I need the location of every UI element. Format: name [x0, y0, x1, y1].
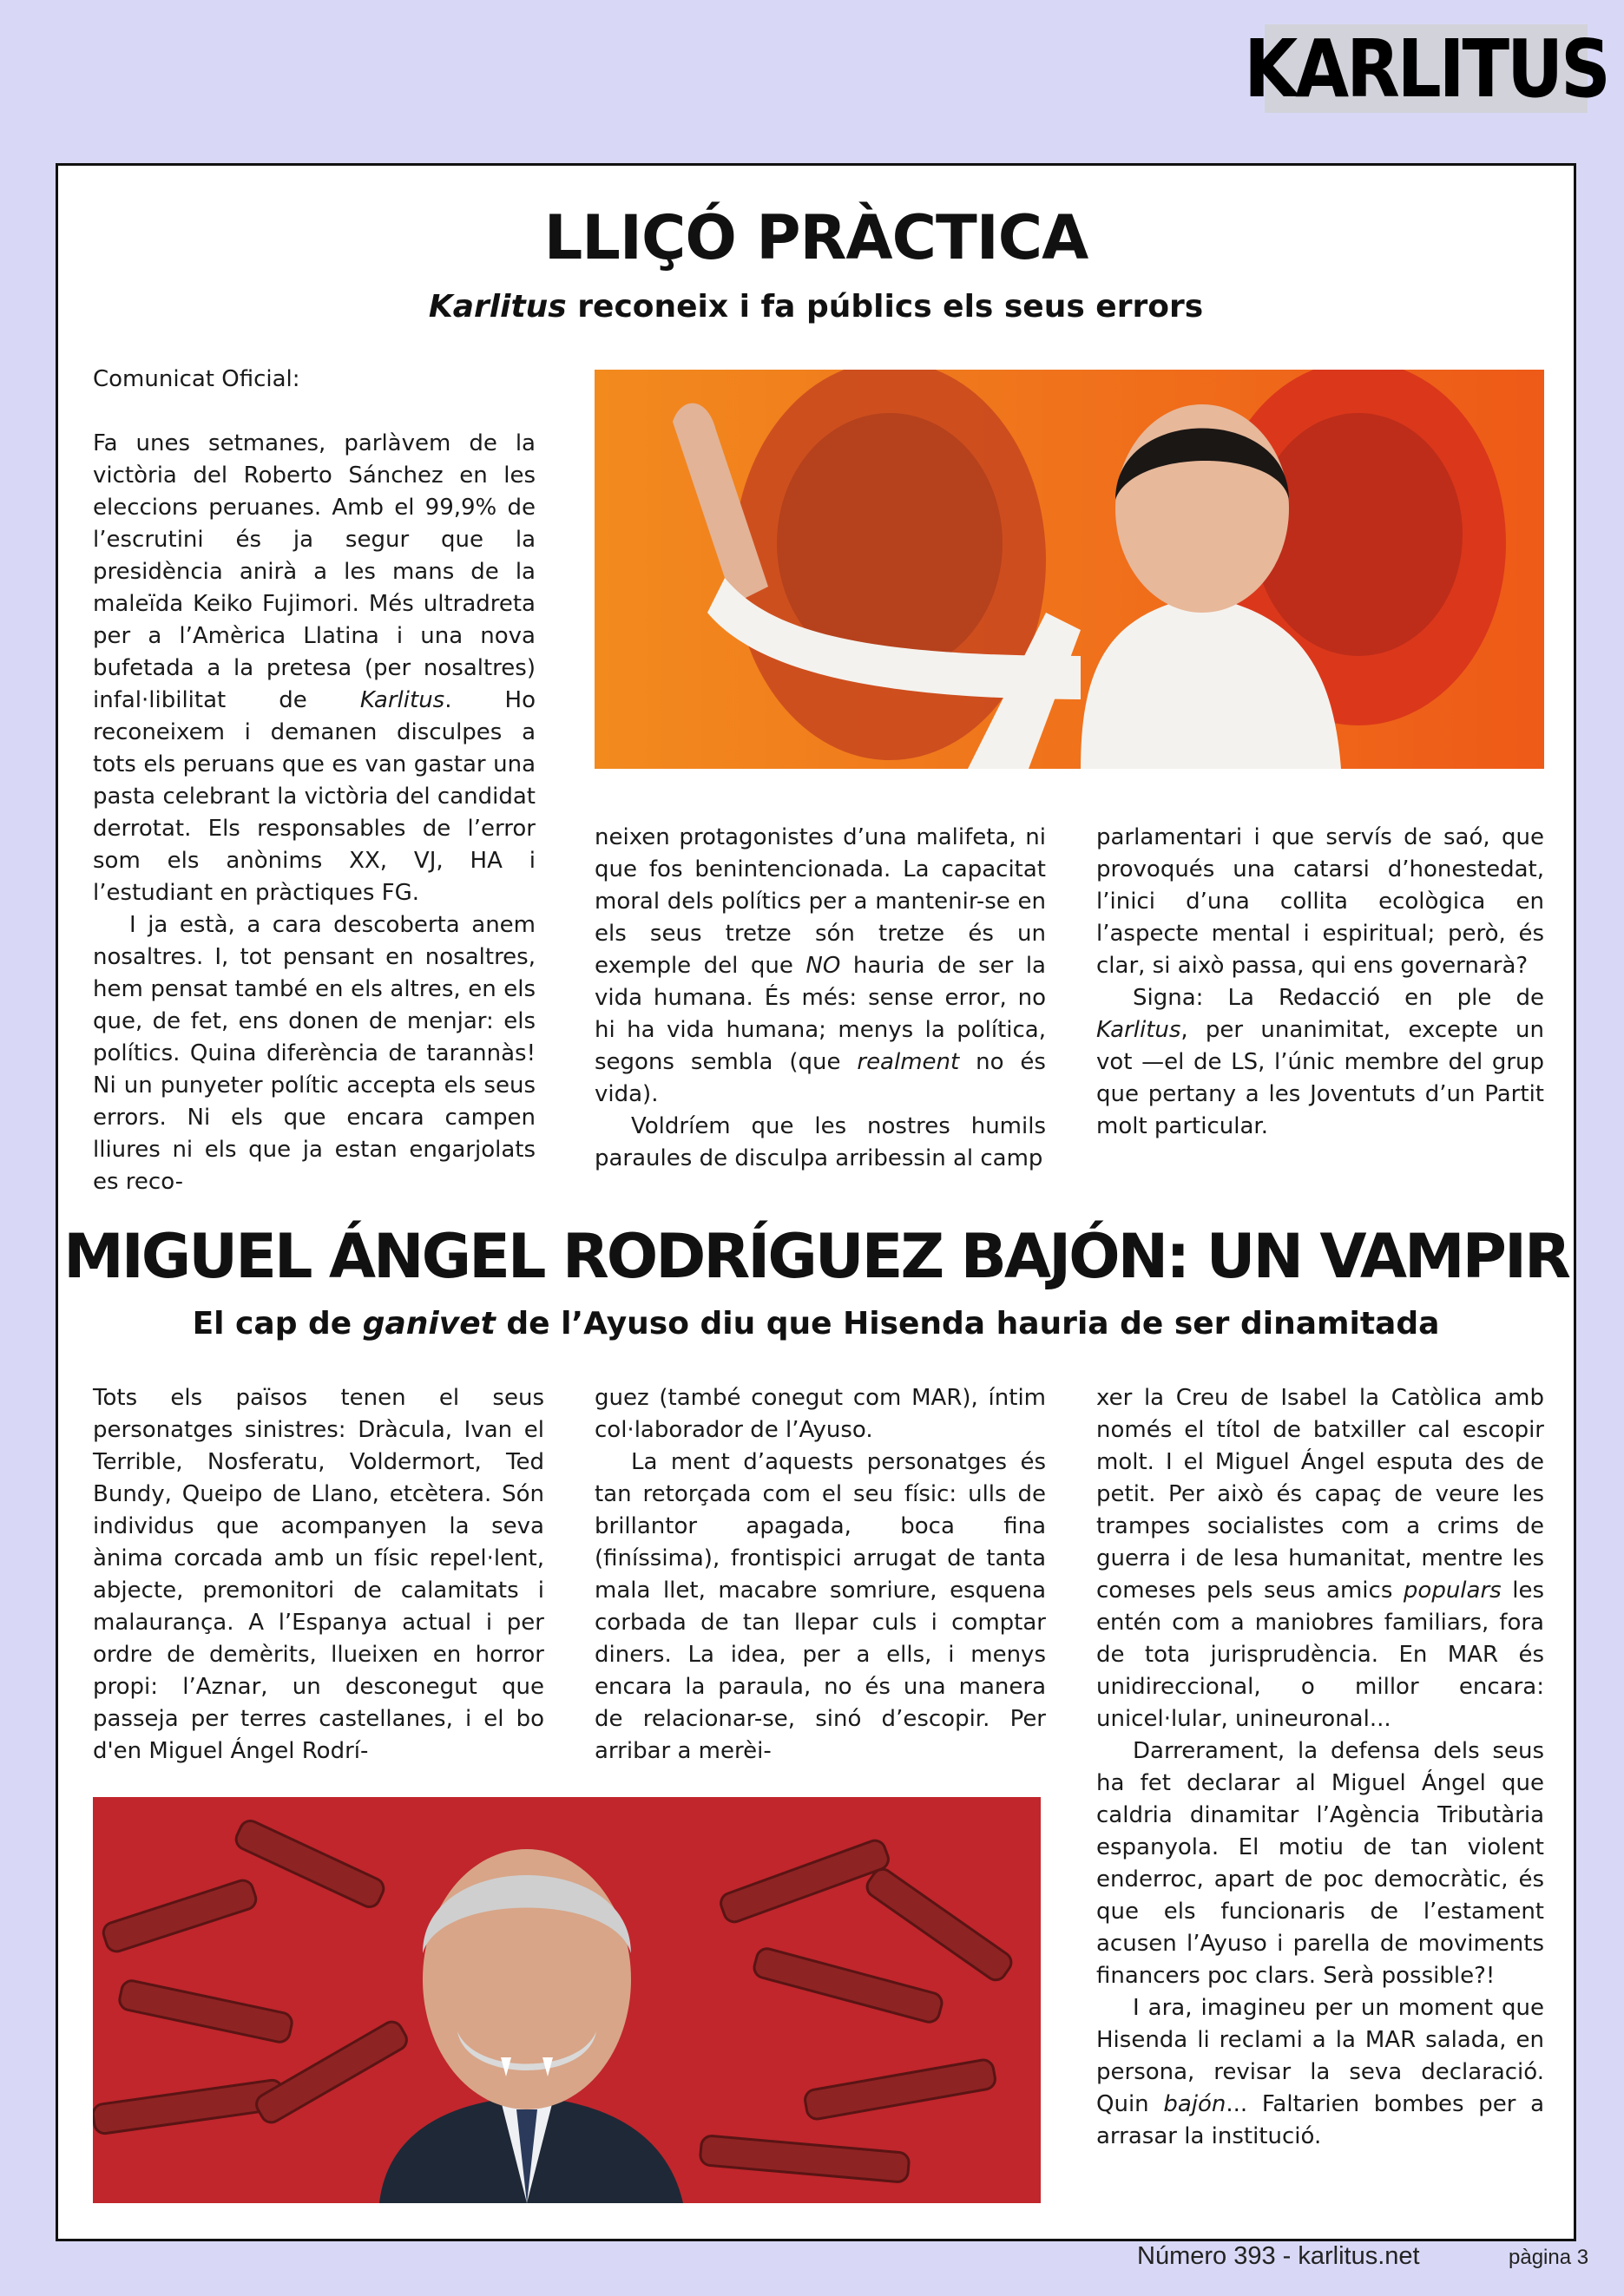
text-run-em: Karlitus	[359, 687, 445, 713]
text-run: ... Faltarien bombes per a arrasar la institució.	[1096, 2091, 1544, 2149]
text-run-em: NO	[805, 953, 841, 979]
text-run-em: realment	[857, 1049, 960, 1075]
article2-column-2	[595, 1382, 1046, 1768]
text-run: Signa: La Redacció en ple de	[1133, 985, 1544, 1011]
text-run: de l’Ayuso diu que Hisenda hauria de ser dinamitada	[495, 1306, 1440, 1342]
text-run: I ara, imagineu per un moment que Hisenda li reclami a la MAR salada, en persona, revisar la seva declaració. Quin	[1096, 1995, 1544, 2117]
text-run: hauria de ser la vida humana. És més: sense error, no hi ha vida humana; menys la política, segons sembla (que	[595, 953, 1046, 1075]
article2-subtitle	[58, 1306, 1574, 1342]
article1-paragraph	[93, 428, 536, 909]
article2-paragraph: La ment d’aquests personatges és tan retorçada com el seu físic: ulls de brillantor apagada, boca fina (finíssima), frontispici arrugat de tanta mala llet, macabre somriure, esquena corbada de tan llepar culs i comptar diners. La idea, per a ells, i menys encara la paraula, no és una manera de relacionar-se, sinó d’escopir. Per arribar a merèi-	[595, 1449, 1046, 1764]
text-run: . Ho reconeixem i demanen disculpes a tots els peruans que es van gastar una pasta celebrant la victòria del candidat derrotat. Els responsables de l’error som els anònims XX, VJ, HA i l’estudiant en pràctiques FG.	[93, 687, 536, 906]
vampire-dynamite-image	[93, 1797, 1041, 2203]
article2-paragraph: guez (també conegut com MAR), íntim col·laborador de l’Ayuso.	[595, 1385, 1046, 1443]
vampire-dynamite-photo	[93, 1797, 1041, 2203]
article2-paragraph: Tots els països tenen el seus personatges sinistres: Dràcula, Ivan el Terrible, Nosferatu, Voldermort, Ted Bundy, Queipo de Llano, etcètera. Són individus que acompanyen la seva ànima corcada amb un físic repel·lent, abjecte, premonitori de calamitats i malaurança. A l’Espanya actual i per ordre de demèrits, llueixen en horror propi: l’Aznar, un desconegut que passeja per terres castellanes, i el bo d'en Miguel Ángel Rodrí-	[93, 1385, 544, 1764]
text-run-em: bajón	[1163, 2091, 1226, 2117]
text-run: xer la Creu de Isabel la Catòlica amb només el títol de batxiller cal escopir molt. I el Miguel Ángel esputa des de petit. Per això és capaç de veure les trampes socialistes com a crims de guerra i de lesa humanitat, mentre les comeses pels seus amics	[1096, 1385, 1544, 1604]
article1-subtitle	[58, 289, 1574, 325]
article1-paragraph: I ja està, a cara descoberta anem nosaltres. I, tot pensant en nosaltres, hem pensat també en els altres, en els que, de fet, ens donen de menjar: els polítics. Quina diferència de tarannàs! Ni un punyeter polític accepta els seus errors. Ni els que encara campen lliures ni els que ja estan engarjolats es reco-	[93, 912, 536, 1195]
article1-paragraph: parlamentari i que servís de saó, que provoqués una catarsi d’honestedat, l’inici d’una collita ecològica en l’aspecte mental i espiritual; però, és clar, si això passa, qui ens governarà?	[1096, 824, 1544, 979]
article1-column-1	[93, 364, 536, 1198]
article1-subtitle-text: reconeix i fa públics els seus errors	[566, 289, 1204, 325]
masthead-logo	[1244, 22, 1608, 115]
text-run: , per unanimitat, excepte un vot —el de LS, l’únic membre del grup que pertany a les Joventuts d’un Partit molt particular.	[1096, 1017, 1544, 1139]
text-run: neixen protagonistes d’una malifeta, ni que fos benintencionada. La capacitat moral dels polítics per a mantenir-se en els seus tretze són tretze és un exemple del que	[595, 824, 1046, 979]
footer-page-number: pàgina 3	[1509, 2246, 1589, 2269]
article2-column-3	[1096, 1382, 1544, 2153]
article1-paragraph	[595, 822, 1046, 1111]
text-run-em: ganivet	[362, 1306, 496, 1342]
fujimori-photo	[595, 370, 1544, 769]
fujimori-photo-image	[595, 370, 1544, 769]
text-run-em: populars	[1403, 1578, 1502, 1604]
text-run: no és vida).	[595, 1049, 1046, 1107]
article1-signature	[1096, 982, 1544, 1143]
text-run-em: Karlitus	[1096, 1017, 1181, 1043]
article1-column-2	[595, 822, 1046, 1175]
article1-column-3	[1096, 822, 1544, 1143]
article1-subtitle-brand: Karlitus	[428, 289, 567, 325]
masthead-brand: KARLITUS	[1244, 22, 1608, 115]
article2-column-1	[93, 1382, 544, 1768]
article1-intro: Comunicat Oficial:	[93, 366, 300, 392]
article2-paragraph	[1096, 1382, 1544, 1735]
page-sheet	[56, 163, 1576, 2241]
article1-paragraph: Voldríem que les nostres humils paraules de disculpa arribessin al camp	[595, 1113, 1046, 1171]
text-run: Fa unes setmanes, parlàvem de la victòria del Roberto Sánchez en les eleccions peruanes. Amb el 99,9% de l’escrutini és ja segur que la presidència anirà a les mans de la maleïda Keiko Fujimori. Més ultradreta per a l’Amèrica Llatina i una nova bufetada a la pretesa (per nosaltres) infal·libilitat de	[93, 430, 536, 713]
text-run: El cap de	[192, 1306, 363, 1342]
article2-title: MIGUEL ÁNGEL RODRÍGUEZ BAJÓN: UN VAMPIR	[63, 1221, 1568, 1292]
article2-paragraph	[1096, 1992, 1544, 2153]
article1-title: LLIÇÓ PRÀCTICA	[543, 202, 1088, 273]
article2-paragraph: Darrerament, la defensa dels seus ha fet declarar al Miguel Ángel que caldria dinamitar l’Agència Tributària espanyola. El motiu de tan violent enderroc, apart de poc democràtic, és que els funcionaris de l’estament acusen l’Ayuso i parella de moviments financers poc clars. Serà possible?!	[1096, 1738, 1544, 1989]
footer-issue: Número 393 - karlitus.net	[1137, 2242, 1420, 2270]
text-run: les entén com a maniobres familiars, fora de tota jurisprudència. En MAR és unidireccional, o millor encara: unicel·lular, unineuronal...	[1096, 1578, 1544, 1732]
